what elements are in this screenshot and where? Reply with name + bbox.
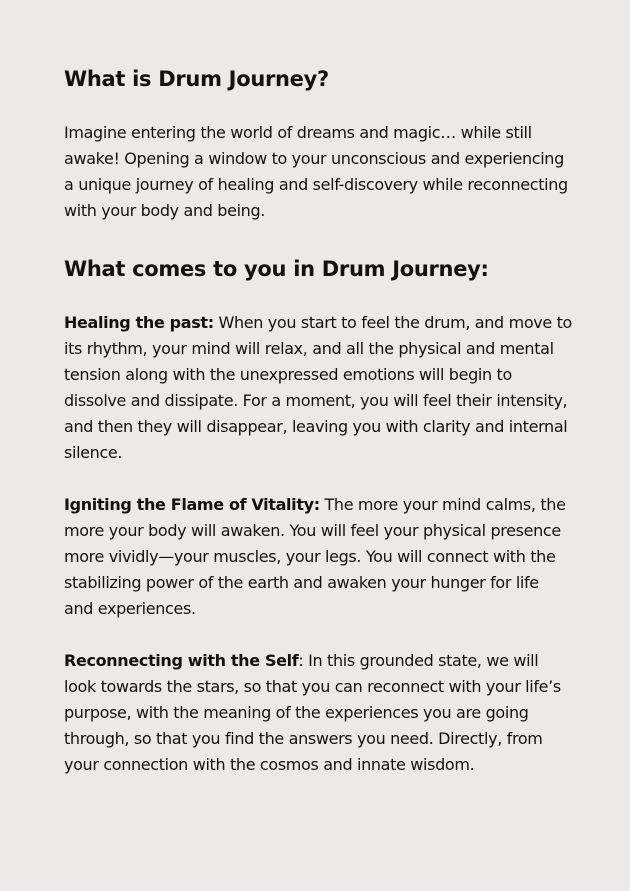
- section-lead: Healing the past:: [64, 313, 214, 332]
- section-lead: Igniting the Flame of Vitality:: [64, 495, 320, 514]
- section-text: The more your mind calms, the more your body will awaken. You will feel your physical presence more vividly—your muscles, your legs. You will connect with the stabilizing power of the earth and awaken your hunger for life and experiences.: [64, 495, 566, 618]
- intro-paragraph: Imagine entering the world of dreams and magic… while still awake! Opening a window to your unconscious and experiencing a unique journey of healing and self-discovery while reconnecting with your body and being.: [64, 123, 568, 220]
- section-vitality: [64, 492, 572, 622]
- section-reconnecting: [64, 648, 572, 778]
- heading-what-is: What is Drum Journey?: [64, 67, 329, 91]
- section-lead: Reconnecting with the Self: [64, 651, 299, 670]
- section-text: : In this grounded state, we will look towards the stars, so that you can reconnect with your life’s purpose, with the meaning of the experiences you are going through, so that you find the answers you need. Directly, from your connection with the cosmos and innate wisdom.: [64, 651, 561, 774]
- section-text: When you start to feel the drum, and move to its rhythm, your mind will relax, and all the physical and mental tension along with the unexpressed emotions will begin to dissolve and dissipate. For a moment, you will feel their intensity, and then they will disappear, leaving you with clarity and internal silence.: [64, 313, 572, 462]
- heading-what-comes: What comes to you in Drum Journey:: [64, 257, 489, 281]
- section-healing-past: [64, 310, 572, 466]
